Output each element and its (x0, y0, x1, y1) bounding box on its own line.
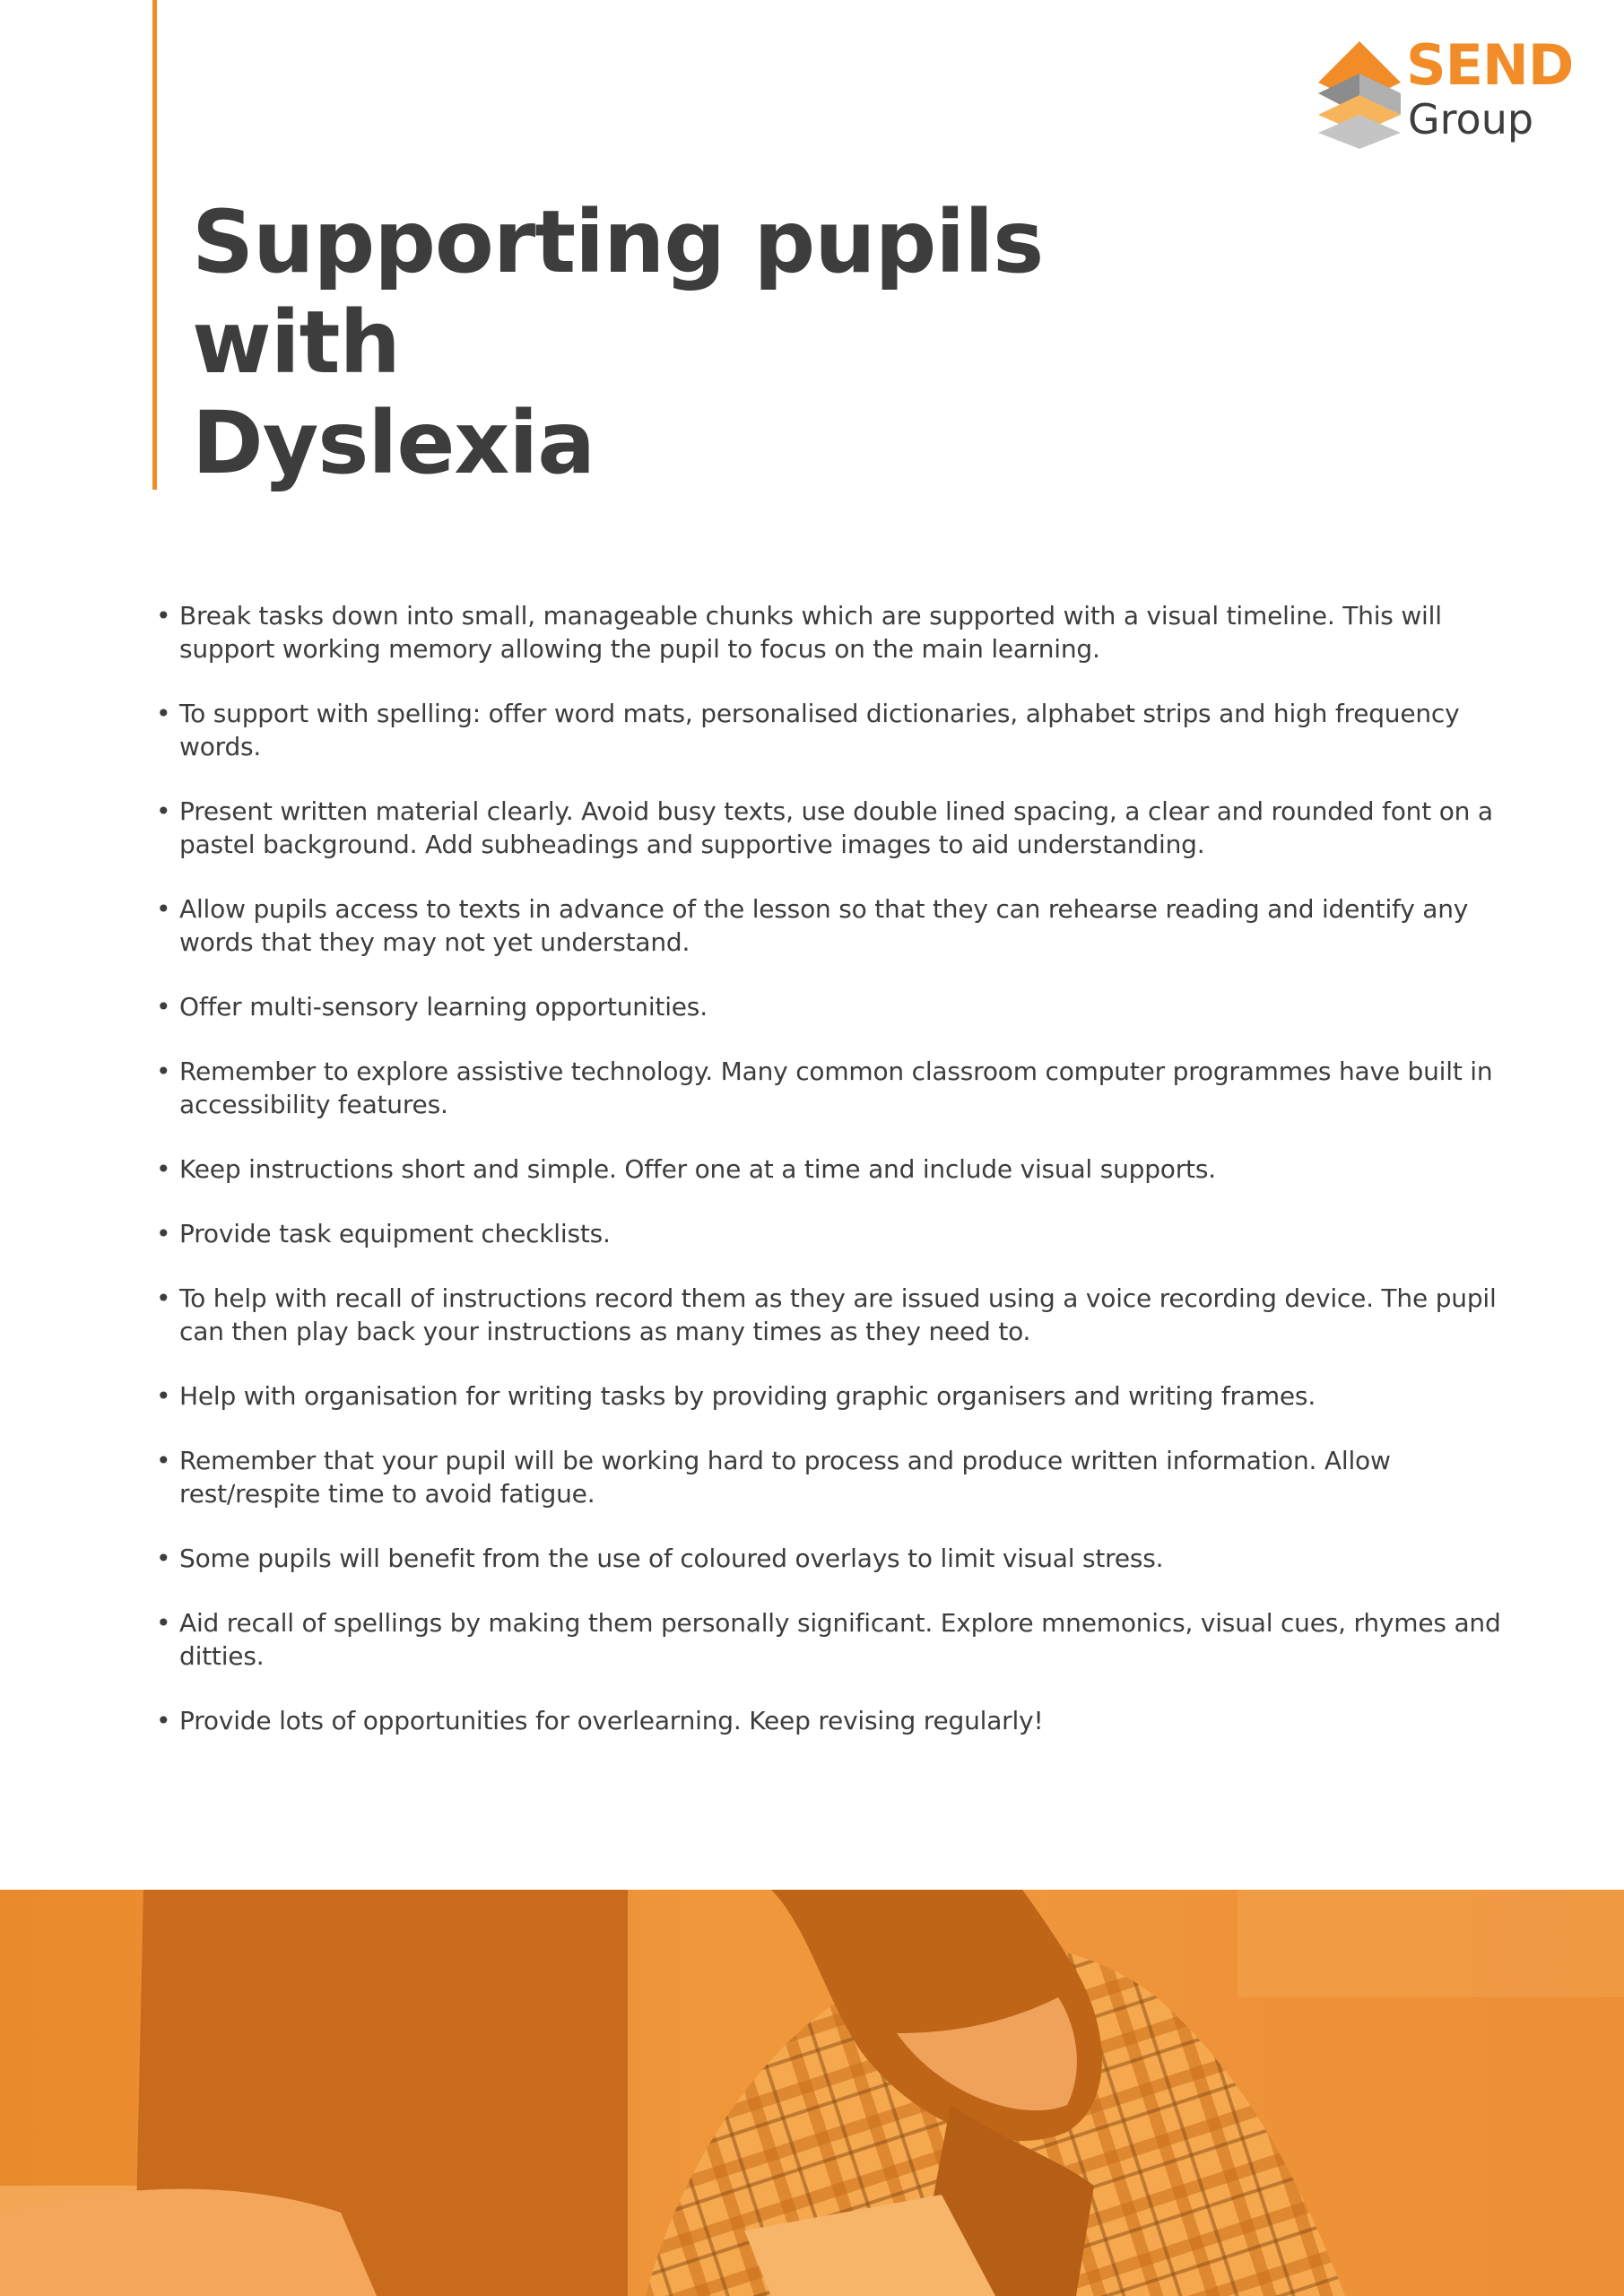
logo-sub: Group (1408, 95, 1534, 144)
pupil-writing-image (0, 1890, 1624, 2296)
tips-list (154, 599, 1526, 1769)
tip-item: • Aid recall of spellings by making them personally significant. Explore mnemonics, visual cues, rhymes and ditties. (154, 1606, 1526, 1673)
title-line: Dyslexia (192, 393, 595, 493)
title-line: with (192, 292, 400, 393)
send-group-logo (1316, 32, 1585, 156)
tip-item: • Provide task equipment checklists. (154, 1217, 1526, 1250)
tip-item: • Some pupils will benefit from the use of coloured overlays to limit visual stress. (154, 1542, 1526, 1575)
tip-item: • Remember that your pupil will be working hard to process and produce written information. Allow rest/respite time to avoid fatigue. (154, 1444, 1526, 1510)
tip-item: • Provide lots of opportunities for overlearning. Keep revising regularly! (154, 1704, 1526, 1737)
tip-item: • Allow pupils access to texts in advance of the lesson so that they can rehearse reading and identify any words that they may not yet understand. (154, 892, 1526, 959)
logo-word: SEND (1406, 32, 1574, 98)
tip-item: • To support with spelling: offer word mats, personalised dictionaries, alphabet strips and high frequency words. (154, 697, 1526, 763)
tip-item: • Remember to explore assistive technology. Many common classroom computer programmes have built in accessibility features. (154, 1055, 1526, 1121)
classroom-photo (0, 1890, 1624, 2296)
tip-item: • Keep instructions short and simple. Offer one at a time and include visual supports. (154, 1152, 1526, 1186)
tip-item: • Present written material clearly. Avoid busy texts, use double lined spacing, a clear and rounded font on a pastel background. Add subheadings and supportive images to aid understanding. (154, 795, 1526, 861)
tip-item: • Help with organisation for writing tasks by providing graphic organisers and writing frames. (154, 1379, 1526, 1413)
tip-item: • Offer multi-sensory learning opportunities. (154, 990, 1526, 1023)
accent-rule (152, 0, 157, 490)
logo-diamond-icon (1316, 39, 1403, 151)
page-title (192, 192, 1043, 493)
tip-item: • Break tasks down into small, manageable chunks which are supported with a visual timeline. This will support working memory allowing the pupil to focus on the main learning. (154, 599, 1526, 665)
title-line: Supporting pupils (192, 192, 1044, 292)
tip-item: • To help with recall of instructions record them as they are issued using a voice recording device. The pupil can then play back your instructions as many times as they need to. (154, 1282, 1526, 1348)
